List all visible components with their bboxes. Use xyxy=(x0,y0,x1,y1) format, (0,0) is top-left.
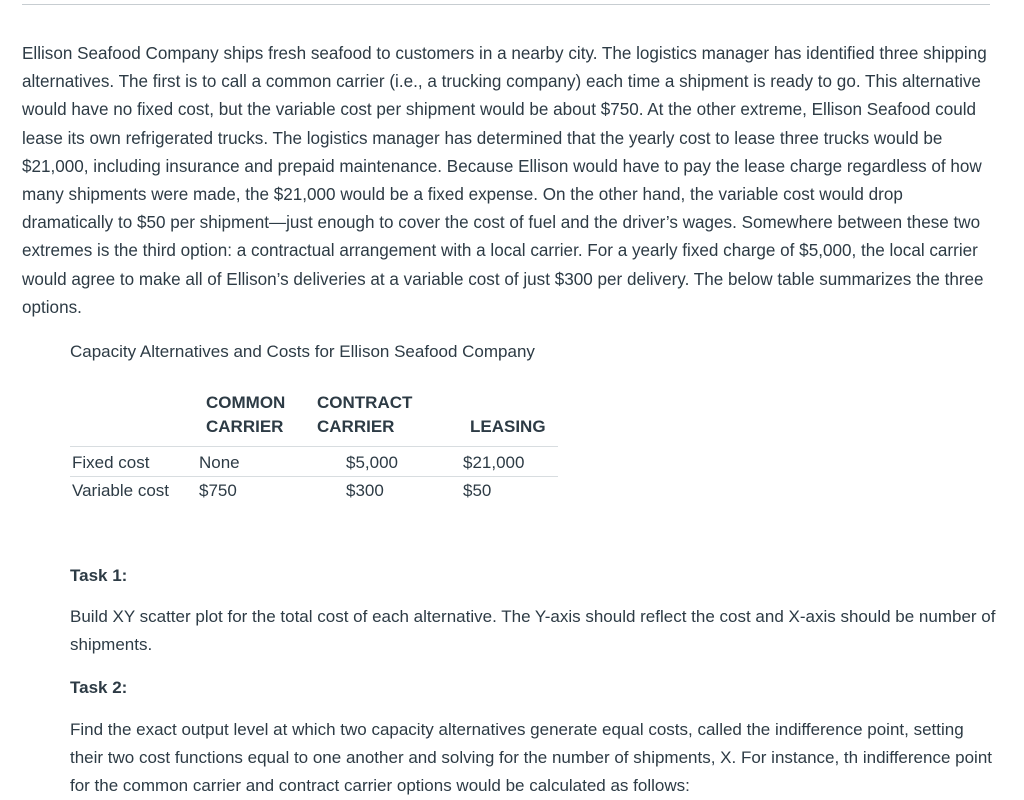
row-variable-leasing: $50 xyxy=(463,481,492,500)
row-variable-contract: $300 xyxy=(346,481,384,500)
task2-text: Find the exact output level at which two capacity alternatives generate equal costs, called the indifference point, setting their two cost functions equal to one another and solving for the number of shipments, X. For instance, th indifference point for the common carrier and contract carrier options would be calculated as follows: xyxy=(70,720,993,795)
header-contract-line1: CONTRACT xyxy=(317,393,413,412)
cost-table xyxy=(70,391,558,511)
header-common-line1: COMMON xyxy=(206,393,286,412)
table-caption: Capacity Alternatives and Costs for Ellison Seafood Company xyxy=(70,342,535,361)
intro-paragraph: Ellison Seafood Company ships fresh seafood to customers in a nearby city. The logistics manager has identified three shipping alternatives. The first is to call a common carrier (i.e., a trucking company) each time a shipment is ready to go. This alternative would have no fixed cost, but the variable cost per shipment would be about $750. At the other extreme, Ellison Seafood could lease its own refrigerated trucks. The logistics manager has determined that the yearly cost to lease three trucks would be $21,000, including insurance and prepaid maintenance. Because Ellison would have to pay the lease charge regardless of how many shipments were made, the $21,000 would be a fixed expense. On the other hand, the variable cost would drop dramatically to $50 per shipment—just enough to cover the cost of fuel and the driver’s wages. Somewhere between these two extremes is the third option: a contractual arrangement with a local carrier. For a yearly fixed charge of $5,000, the local carrier would agree to make all of Ellison’s deliveries at a variable cost of just $300 per delivery. The below table summarizes the three options. xyxy=(22,44,987,317)
row-fixed-contract: $5,000 xyxy=(346,453,398,472)
task2-title: Task 2: xyxy=(70,678,128,697)
row-variable-common: $750 xyxy=(199,481,237,500)
task1-text: Build XY scatter plot for the total cost of each alternative. The Y-axis should reflect the cost and X-axis should be number of shipments. xyxy=(70,607,996,654)
header-common-line2: CARRIER xyxy=(206,417,284,436)
header-rule xyxy=(70,446,558,447)
header-leasing: LEASING xyxy=(470,417,546,436)
row-fixed-leasing: $21,000 xyxy=(463,453,525,472)
row-variable-label: Variable cost xyxy=(72,481,170,500)
row-fixed-common: None xyxy=(199,453,240,472)
top-divider xyxy=(22,4,990,5)
header-contract-line2: CARRIER xyxy=(317,417,395,436)
task1-title: Task 1: xyxy=(70,566,128,585)
row-fixed-label: Fixed cost xyxy=(72,453,150,472)
row-rule xyxy=(70,476,558,477)
